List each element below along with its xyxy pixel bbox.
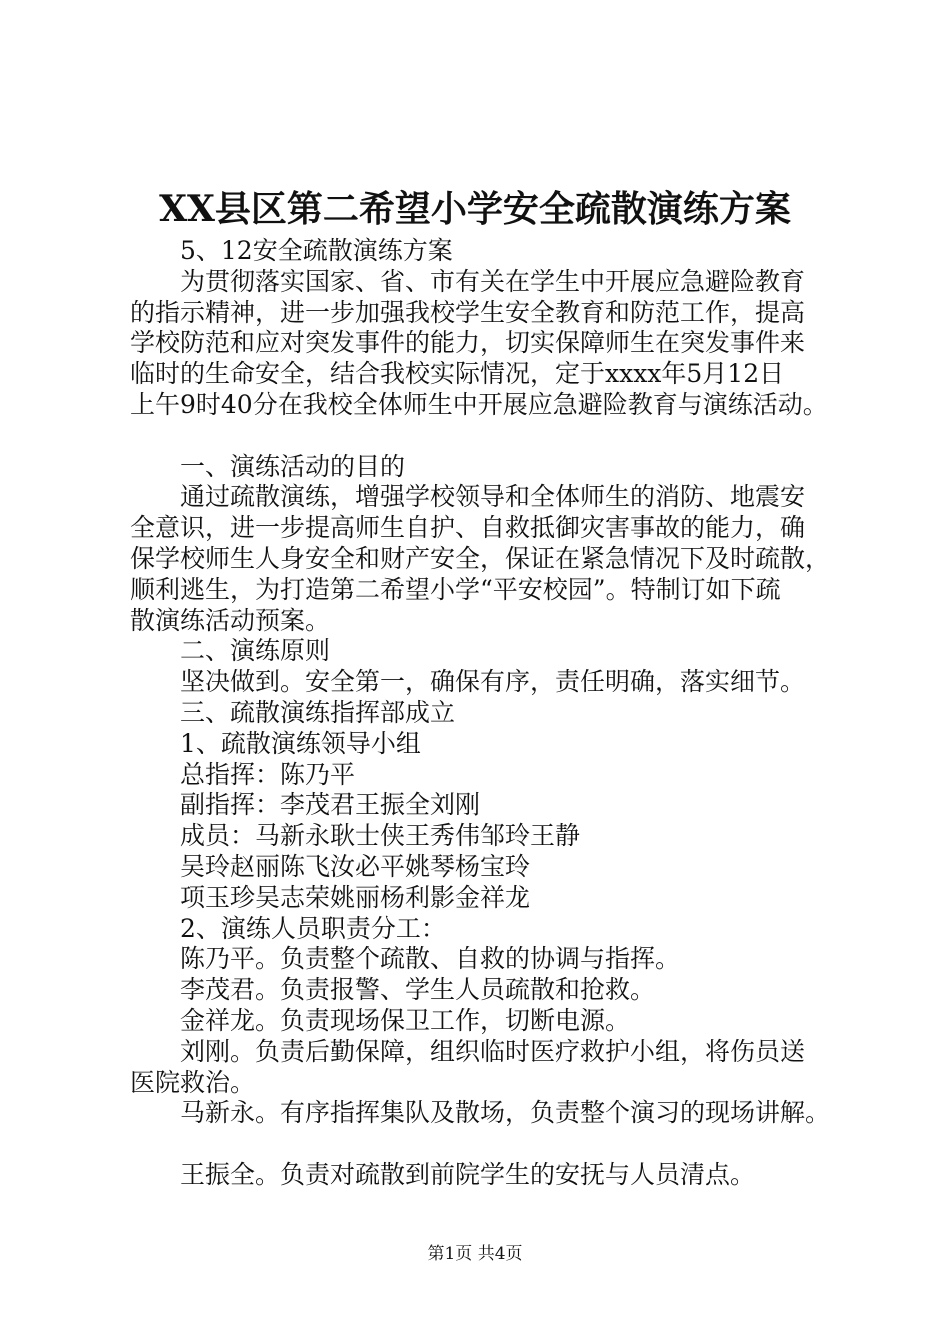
blank-line [130,421,830,452]
paragraph-line: 通过疏散演练，增强学校领导和全体师生的消防、地震安 [180,482,806,512]
paragraph-line: 的指示精神，进一步加强我校学生安全教育和防范工作，提高 [130,297,806,327]
document-title: XX县区第二希望小学安全疏散演练方案 [159,188,791,230]
document-body [130,236,830,1191]
section-heading: 二、演练原则 [180,636,331,666]
paragraph-line: 为贯彻落实国家、省、市有关在学生中开展应急避险教育 [180,266,806,296]
list-item: 总指挥：陈乃平 [180,759,356,789]
subsection-heading: 2、演练人员职责分工： [180,913,446,943]
section-heading: 三、疏散演练指挥部成立 [180,697,456,727]
list-item: 王振全。负责对疏散到前院学生的安抚与人员清点。 [180,1159,756,1189]
list-item: 吴玲赵丽陈飞汝必平姚琴杨宝玲 [180,851,531,881]
list-item: 项玉珍吴志荣姚丽杨利影金祥龙 [180,882,531,912]
list-item: 马新永。有序指挥集队及散场，负责整个演习的现场讲解。 [180,1098,831,1128]
paragraph-line: 上午9时40分在我校全体师生中开展应急避险教育与演练活动。 [130,389,828,419]
subsection-heading: 1、疏散演练领导小组 [180,728,421,758]
paragraph-line: 顺利逃生，为打造第二希望小学“平安校园”。特制订如下疏 [130,574,781,604]
paragraph-line: 学校防范和应对突发事件的能力，切实保障师生在突发事件来 [130,328,806,358]
list-item: 李茂君。负责报警、学生人员疏散和抢救。 [180,975,656,1005]
paragraph-line: 保学校师生人身安全和财产安全，保证在紧急情况下及时疏散， [130,543,831,573]
blank-line [130,1129,830,1160]
paragraph-line: 坚决做到。安全第一，确保有序，责任明确，落实细节。 [180,667,806,697]
page-number-footer: 第1页 共4页 [427,1244,523,1264]
paragraph-line: 临时的生命安全，结合我校实际情况，定于xxxx年5月12日 [130,359,785,389]
paragraph-line: 散演练活动预案。 [130,605,331,635]
list-item: 陈乃平。负责整个疏散、自救的协调与指挥。 [180,944,681,974]
subtitle-line: 5、12安全疏散演练方案 [180,236,453,265]
paragraph-line: 全意识，进一步提高师生自护、自救抵御灾害事故的能力，确 [130,513,806,543]
list-item: 成员：马新永耿士侠王秀伟邹玲王静 [180,821,581,851]
section-heading: 一、演练活动的目的 [180,451,406,481]
list-item: 刘刚。负责后勤保障，组织临时医疗救护小组，将伤员送 [180,1036,806,1066]
list-item-continued: 医院救治。 [130,1067,256,1097]
list-item: 金祥龙。负责现场保卫工作，切断电源。 [180,1005,631,1035]
list-item: 副指挥：李茂君王振全刘刚 [180,790,481,820]
